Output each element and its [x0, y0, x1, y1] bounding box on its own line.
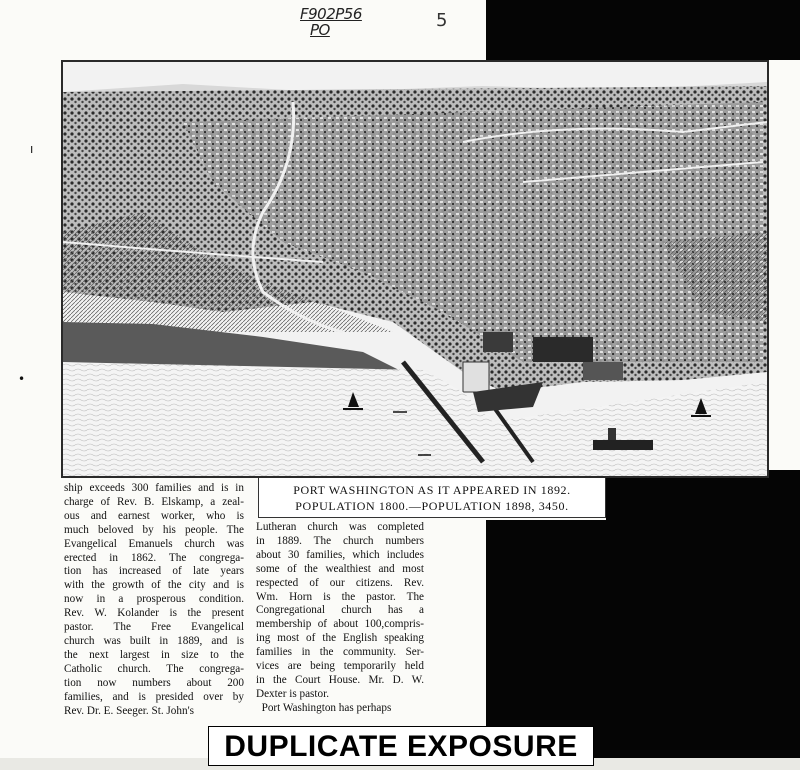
caption-line-1: PORT WASHINGTON AS IT APPEARED IN 1892. — [293, 483, 571, 497]
text-line: ship exceeds 300 families and is in — [64, 482, 244, 494]
text-line: with the growth of the city and is — [64, 579, 244, 592]
scan-background-top — [486, 0, 800, 60]
margin-tick-2: • — [18, 372, 26, 386]
text-line: Evangelical Emanuels church was — [64, 537, 244, 550]
text-line: vices are being temporarily held — [256, 660, 424, 673]
text-line: about 30 families, which includes — [256, 548, 424, 561]
page-number: 5 — [436, 10, 448, 31]
illustration-caption — [258, 478, 606, 518]
text-line: charge of Rev. B. Elskamp, a zeal- — [64, 495, 244, 508]
text-line: Wm. Horn is the pastor. The — [256, 590, 424, 603]
text-line: tion now numbers about 200 — [64, 676, 244, 689]
catalog-mark — [300, 6, 380, 38]
text-line: erected in 1862. The congrega- — [64, 551, 244, 564]
text-line: Lutheran church was completed — [256, 521, 424, 533]
text-line: families, and is presided over by — [64, 690, 244, 703]
text-line: Congregational church has a — [256, 604, 424, 617]
catalog-mark-main: F902P56 — [300, 5, 362, 23]
text-line: now in a prosperous condition. — [64, 593, 244, 606]
text-line: respected of our citizens. Rev. — [256, 576, 424, 589]
article-column-right — [256, 521, 424, 716]
duplicate-exposure-stamp — [208, 726, 594, 766]
text-line: in the Court House. Mr. D. W. — [256, 673, 424, 686]
text-line: ing most of the English speaking — [256, 632, 424, 645]
text-line: tion has increased of late years — [64, 565, 244, 578]
duplicate-exposure-label: DUPLICATE EXPOSURE — [224, 730, 578, 763]
text-line: much beloved by his people. The — [64, 523, 244, 536]
text-line: Port Washington has perhaps — [256, 701, 392, 714]
caption-line-2: POPULATION 1800.—POPULATION 1898, 3450. — [295, 499, 569, 513]
text-line: pastor. The Free Evangelical — [64, 621, 244, 634]
text-line: membership of about 100,compris- — [256, 618, 424, 631]
text-line: the next largest in size to the — [64, 648, 244, 661]
text-line: in 1889. The church numbers — [256, 534, 424, 547]
text-line: Rev. W. Kolander is the present — [64, 607, 244, 620]
catalog-mark-sub: PO — [310, 21, 330, 39]
harbor-illustration — [61, 60, 769, 478]
article-column-left — [64, 482, 244, 718]
margin-tick-1: ı — [30, 142, 34, 156]
text-line: Rev. Dr. E. Seeger. St. John's — [64, 704, 194, 717]
text-line: families in the community. Ser- — [256, 646, 424, 659]
text-line: ous and earnest worker, who is — [64, 509, 244, 522]
text-line: Dexter is pastor. — [256, 687, 330, 700]
text-line: Catholic church. The congrega- — [64, 662, 244, 675]
text-line: church was built in 1889, and is — [64, 634, 244, 647]
harbor-engraving — [63, 62, 767, 476]
text-line: some of the wealthiest and most — [256, 562, 424, 575]
